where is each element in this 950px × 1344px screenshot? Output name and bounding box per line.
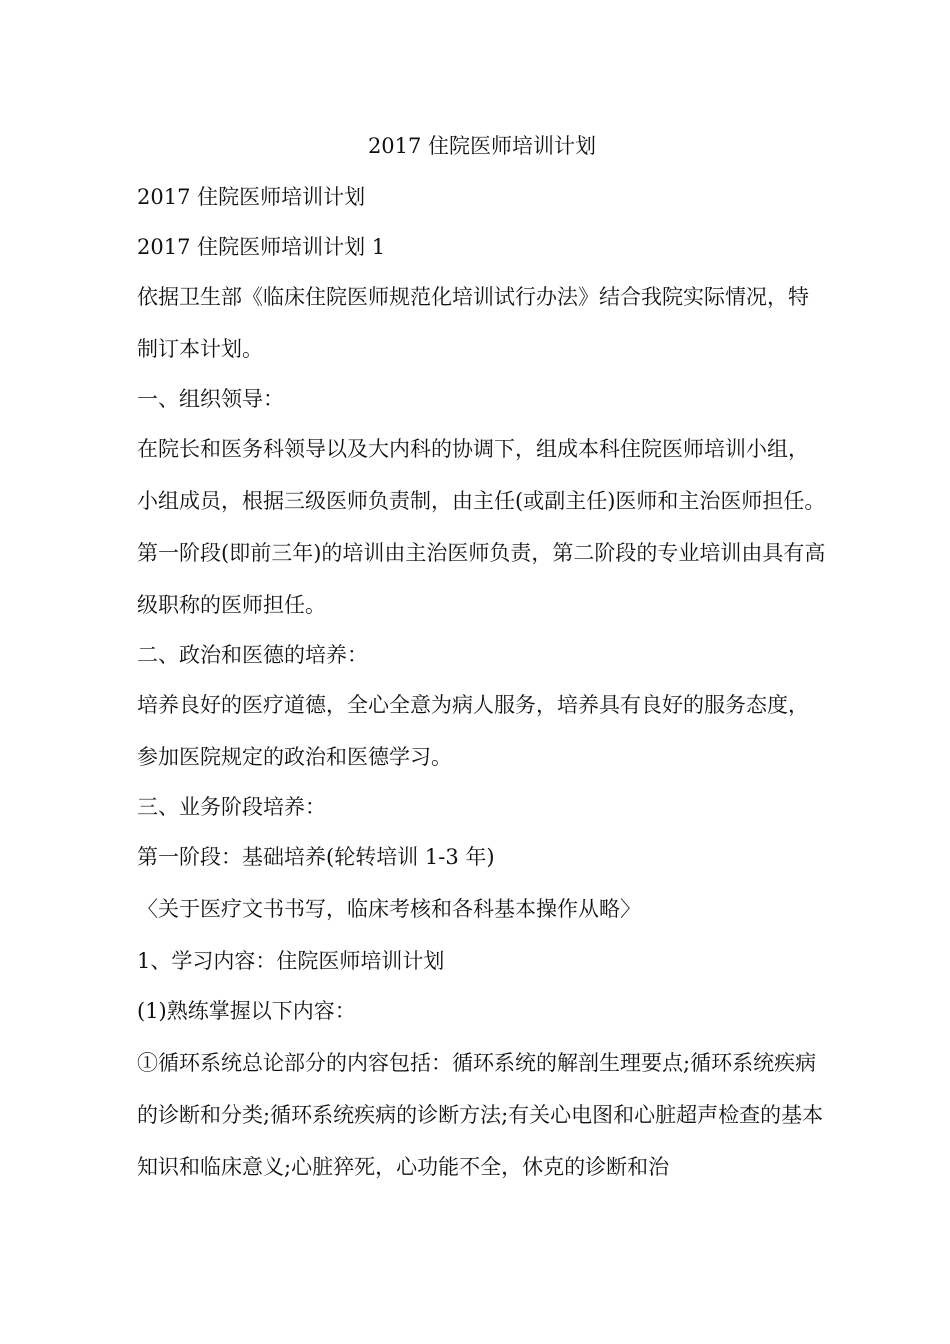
paragraph-master-content: (1)熟练掌握以下内容： <box>137 999 356 1023</box>
document-title: 2017 住院医师培训计划 <box>367 134 597 158</box>
section-heading-training-stages: 三、业务阶段培养： <box>137 795 326 819</box>
paragraph-learning-content: 1、学习内容：住院医师培训计划 <box>137 949 445 973</box>
paragraph-circulatory-system: ①循环系统总论部分的内容包括：循环系统的解剖生理要点;循环系统疾病的诊断和分类;循环系统疾病的诊断方法;有关心电图和心脏超声检查的基本知识和临床意义;心脏猝死，心功能不全，休克的诊断和治 <box>137 1051 824 1179</box>
section-heading-organization: 一、组织领导： <box>137 387 284 411</box>
paragraph-ethics: 培养良好的医疗道德，全心全意为病人服务，培养具有良好的服务态度，参加医院规定的政治和医德学习。 <box>137 693 809 769</box>
paragraph-organization: 在院长和医务科领导以及大内科的协调下，组成本科住院医师培训小组，小组成员，根据三级医师负责制，由主任(或副主任)医师和主治医师担任。第一阶段(即前三年)的培训由主治医师负责，第二阶段的专业培训由具有高级职称的医师担任。 <box>137 437 826 617</box>
paragraph-intro: 依据卫生部《临床住院医师规范化培训试行办法》结合我院实际情况，特制订本计划。 <box>137 285 809 361</box>
paragraph-heading-1: 2017 住院医师培训计划 <box>137 185 366 209</box>
document-body <box>137 122 827 1193</box>
paragraph-omitted-note: 〈关于医疗文书书写，临床考核和各科基本操作从略〉 <box>137 897 641 921</box>
paragraph-heading-2: 2017 住院医师培训计划 1 <box>137 235 386 259</box>
paragraph-stage-one: 第一阶段：基础培养(轮转培训 1-3 年) <box>137 845 495 869</box>
section-heading-ethics: 二、政治和医德的培养： <box>137 643 368 667</box>
